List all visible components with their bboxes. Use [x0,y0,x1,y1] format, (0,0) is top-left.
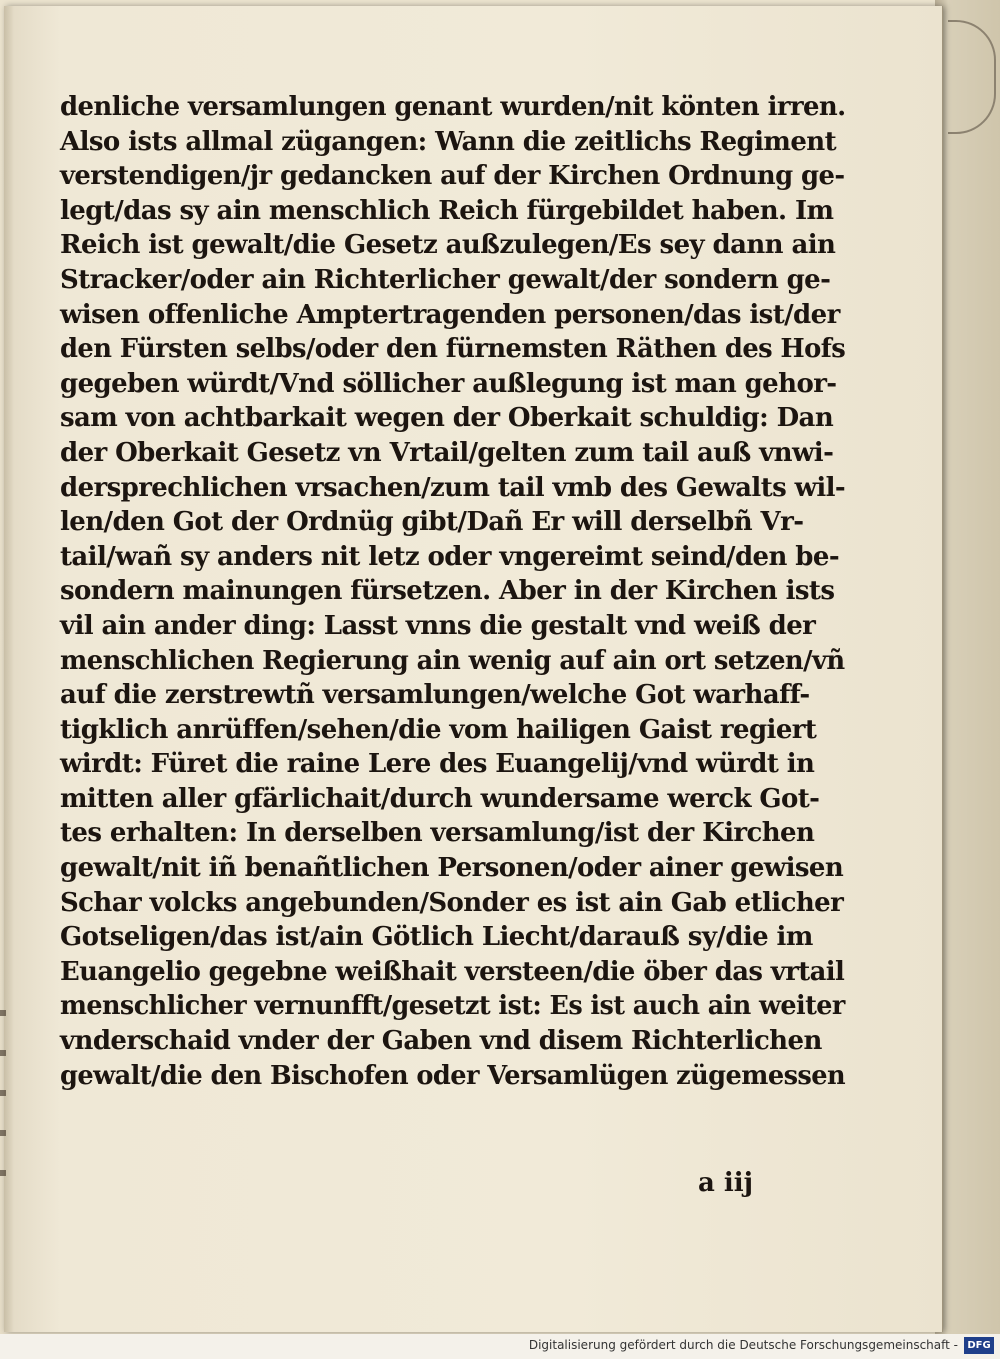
text-line: vnderschaid vnder der Gaben vnd disem Richterlichen [60,1025,822,1057]
footer-bar [0,1334,1000,1359]
text-line: auf die zerstrewtñ versamlungen/welche Got warhaff- [60,679,810,711]
text-line: verstendigen/jr gedancken auf der Kirchen Ordnung ge- [60,160,845,192]
funding-credit: Digitalisierung gefördert durch die Deutsche Forschungsgemeinschaft - [528,1338,958,1352]
text-line: tes erhalten: In derselben versamlung/ist der Kirchen [60,817,815,849]
text-line: sam von achtbarkait wegen der Oberkait schuldig: Dan [60,402,834,434]
text-line: gewalt/die den Bischofen oder Versamlügen zügemessen [60,1059,846,1091]
binding-marks [0,1010,6,1180]
text-line: Gotseligen/das ist/ain Götlich Liecht/darauß sy/die im [60,921,813,953]
text-line: vil ain ander ding: Lasst vnns die gestalt vnd weiß der [60,609,816,641]
text-line: tigklich anrüffen/sehen/die vom hailigen Gaist regiert [60,713,817,745]
text-line: Stracker/oder ain Richterlicher gewalt/der sondern ge- [60,263,831,295]
text-line: menschlichen Regierung ain wenig auf ain ort setzen/vñ [60,644,845,676]
text-line: gewalt/nit iñ benañtlichen Personen/oder ainer gewisen [60,852,844,884]
text-line: wisen offenliche Amptertragenden personen/das ist/der [60,298,840,330]
text-line: der Oberkait Gesetz vn Vrtail/gelten zum tail auß vnwi- [60,436,834,468]
adjacent-page-strip [935,0,1000,1340]
page-text [60,90,860,1093]
text-line: denliche versamlungen genant wurden/nit könten irren. [60,91,846,122]
text-line: len/den Got der Ordnüg gibt/Dañ Er will derselbñ Vr- [60,506,804,538]
text-line: Schar volcks angebunden/Sonder es ist ain Gab etlicher [60,886,844,918]
signature-mark: a iij [698,1168,754,1198]
text-line: gegeben würdt/Vnd söllicher außlegung ist man gehor- [60,367,837,399]
text-line: Reich ist gewalt/die Gesetz außzulegen/Es sey dann ain [60,229,836,261]
text-line: mitten aller gfärlichait/durch wundersame werck Got- [60,782,820,814]
text-line: den Fürsten selbs/oder den fürnemsten Räthen des Hofs [60,333,846,365]
text-line: Also ists allmal zügangen: Wann die zeitlichs Regiment [60,125,837,157]
page-curl [948,20,996,134]
dfg-logo: DFG [964,1337,994,1354]
text-line: menschlicher vernunfft/gesetzt ist: Es ist auch ain weiter [60,990,845,1022]
text-line: tail/wañ sy anders nit letz oder vngereimt seind/den be- [60,540,840,572]
text-line: Euangelio gegebne weißhait versteen/die öber das vrtail [60,955,845,987]
text-line: legt/das sy ain menschlich Reich fürgebildet haben. Im [60,194,834,226]
text-line: sondern mainungen fürsetzen. Aber in der Kirchen ists [60,575,835,607]
text-line: wirdt: Füret die raine Lere des Euangelij/vnd würdt in [60,748,815,780]
text-line: dersprechlichen vrsachen/zum tail vmb des Gewalts wil- [60,471,846,503]
